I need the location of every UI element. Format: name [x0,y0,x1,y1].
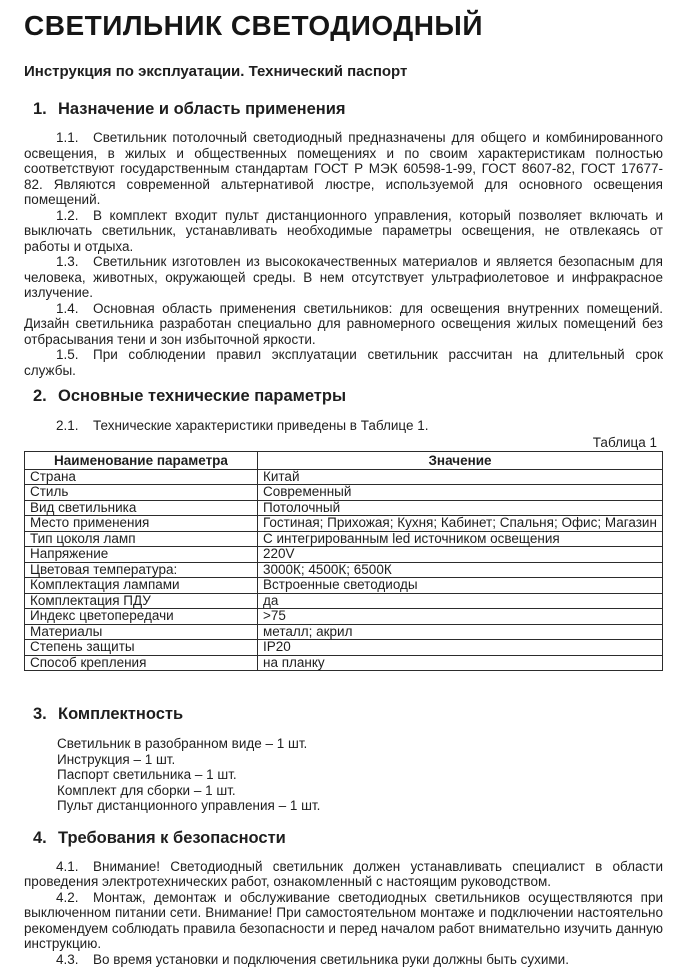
kit-list [24,736,663,814]
kit-list-item: Пульт дистанционного управления – 1 шт. [57,798,321,813]
numbered-paragraph [24,890,663,952]
paragraph-text: Технические характеристики приведены в Таблице 1. [93,418,429,433]
table-row [25,500,663,516]
table-caption: Таблица 1 [592,434,657,450]
paragraph-text: Во время установки и подключения светильника руки должны быть сухими. [93,951,569,967]
table-row [25,516,663,532]
numbered-paragraph [24,418,663,434]
section-2-title: Основные технические параметры [58,387,347,405]
table-row [25,578,663,594]
kit-list-item: Паспорт светильника – 1 шт. [57,767,237,782]
kit-list-item: Светильник в разобранном виде – 1 шт. [57,736,308,751]
numbered-paragraph [24,208,663,255]
numbered-paragraph [24,130,663,208]
parameter-name-cell: Способ крепления [25,655,258,671]
parameter-name-cell: Материалы [25,624,258,640]
parameter-name-cell: Тип цоколя ламп [25,531,258,547]
paragraph-number: 4.2. [56,889,79,905]
parameter-value-cell: да [258,593,663,609]
parameter-name-cell: Комплектация лампами [25,578,258,594]
parameter-value-cell: на планку [258,655,663,671]
header-cell-value: Значение [258,451,663,469]
section-1-body [24,130,663,378]
section-4-heading [24,828,663,849]
numbered-paragraph [24,347,663,378]
parameter-value-cell: С интегрированным led источником освещения [258,531,663,547]
numbered-paragraph [24,301,663,348]
paragraph-number: 1.3. [56,254,79,269]
section-3-heading [24,704,663,725]
paragraph-number: 4.1. [56,858,79,874]
table-row [25,593,663,609]
section-4-body [24,859,663,968]
parameter-name-cell: Место применения [25,516,258,532]
parameter-value-cell: Китай [258,469,663,485]
section-2-heading [24,386,663,407]
paragraph-number: 4.3. [56,951,79,967]
parameter-name-cell: Степень защиты [25,640,258,656]
parameter-name-cell: Комплектация ПДУ [25,593,258,609]
paragraph-number: 1.2. [56,207,79,223]
table-row [25,624,663,640]
paragraph-text: Светильник изготовлен из высококачественных материалов и является безопасным для человека, животных, окружающей среды. В нем отсутствует ультрафиолетовое и инфракрасное излучение. [24,254,663,300]
parameter-name-cell: Страна [25,469,258,485]
table-row [25,609,663,625]
tech-parameters-table [24,451,663,672]
paragraph-number: 1.5. [56,347,79,362]
section-1-heading [24,99,663,120]
parameter-name-cell: Стиль [25,485,258,501]
parameter-value-cell: металл; акрил [258,624,663,640]
parameter-value-cell: IP20 [258,640,663,656]
kit-list-item: Инструкция – 1 шт. [57,751,176,767]
parameter-value-cell: Современный [258,485,663,501]
kit-list-item: Комплект для сборки – 1 шт. [57,782,236,798]
table-header-row [25,451,663,469]
table-body [25,469,663,671]
section-3-title: Комплектность [58,705,184,723]
paragraph-number: 2.1. [56,418,79,433]
paragraph-text: При соблюдении правил эксплуатации светильник рассчитан на длительный срок службы. [24,347,663,378]
document-subtitle: Инструкция по эксплуатации. Технический паспорт [24,63,408,80]
parameter-value-cell: 3000К; 4500К; 6500К [258,562,663,578]
section-3-number: 3. [33,705,47,723]
header-cell-parameter: Наименование параметра [25,451,258,469]
table-row [25,547,663,563]
paragraph-text: Монтаж, демонтаж и обслуживание светодиодных светильников осуществляются при выключенном питании сети. Внимание! При самостоятельном монтаже и подключении настоятельно рекомендуем соблюдать правила безопасности и перед началом работ внимательно изучить данную инструкцию. [24,889,663,951]
section-2-number: 2. [33,387,47,405]
numbered-paragraph [24,859,663,890]
parameter-value-cell: 220V [258,547,663,563]
table-row [25,531,663,547]
parameter-value-cell: Гостиная; Прихожая; Кухня; Кабинет; Спальня; Офис; Магазин [258,516,663,532]
paragraph-text: В комплект входит пульт дистанционного управления, который позволяет включать и выключать светильник, устанавливать необходимые параметры освещения, не отвлекаясь от работы и отдыха. [24,207,663,254]
section-1-title: Назначение и область применения [58,100,346,118]
table-row [25,485,663,501]
paragraph-text: Основная область применения светильников: для освещения внутренних помещений. Дизайн светильника разработан специально для равномерного освещения жилых помещений без отбрасывания тени и зон избыточной яркости. [24,300,663,347]
page-title: СВЕТИЛЬНИК СВЕТОДИОДНЫЙ [24,10,483,41]
section-2-body [24,418,663,434]
parameter-name-cell: Цветовая температура: [25,562,258,578]
parameter-value-cell: >75 [258,609,663,625]
parameter-name-cell: Напряжение [25,547,258,563]
parameter-name-cell: Вид светильника [25,500,258,516]
table-row [25,469,663,485]
parameter-name-cell: Индекс цветопередачи [25,609,258,625]
parameter-value-cell: Встроенные светодиоды [258,578,663,594]
section-1-number: 1. [33,100,47,118]
numbered-paragraph [24,952,663,968]
table-row [25,640,663,656]
numbered-paragraph [24,254,663,301]
table-row [25,655,663,671]
paragraph-text: Светильник потолочный светодиодный предназначены для общего и комбинированного освещения, в жилых и общественных помещениях и по своим характеристикам полностью соответствуют государственным стандартам ГОСТ Р МЭК 60598-1-99, ГОСТ 8607-82, ГОСТ 17677-82. Являются современной альтернативой люстре, используемой для основного освещения помещений. [24,130,663,207]
section-4-number: 4. [33,828,47,847]
section-4-title: Требования к безопасности [58,828,286,847]
parameter-value-cell: Потолочный [258,500,663,516]
paragraph-number: 1.4. [56,300,79,316]
paragraph-number: 1.1. [56,130,79,145]
paragraph-text: Внимание! Светодиодный светильник должен устанавливать специалист в области проведения электротехнических работ, ознакомленный с настоящим руководством. [24,858,663,889]
table-row [25,562,663,578]
